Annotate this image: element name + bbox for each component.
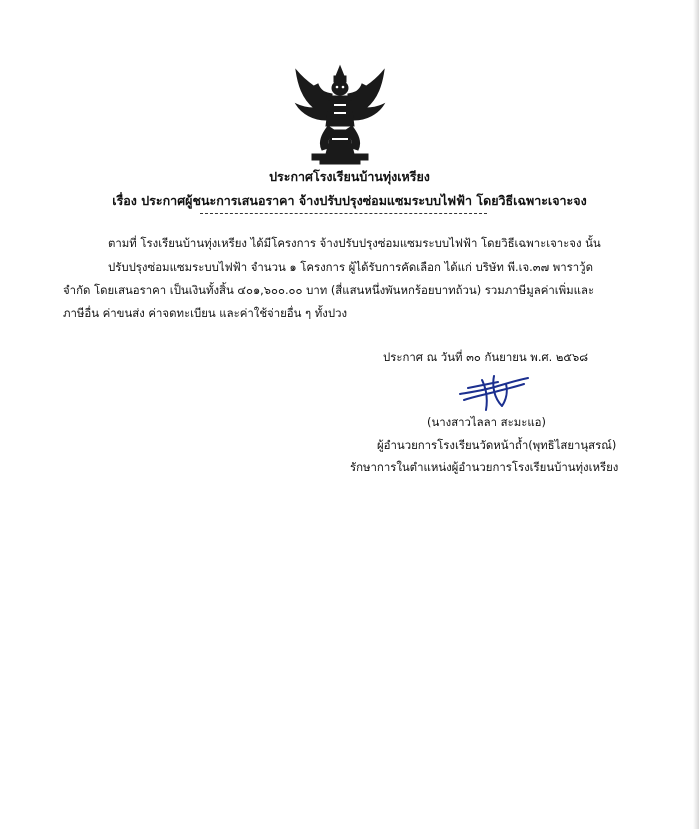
header-divider bbox=[200, 213, 487, 214]
page-edge-shadow bbox=[693, 0, 699, 829]
signer-name: (นางสาวไลลา สะมะแอ) bbox=[427, 415, 546, 429]
body-line-3: จำกัด โดยเสนอราคา เป็นเงินทั้งสิ้น ๔๐๑,๖๐๐.๐๐ บาท (สี่แสนหนึ่งพันหกร้อยบาทถ้วน) รวมภาษีมูลค่าเพิ่มและ bbox=[63, 283, 595, 297]
announcement-date: ประกาศ ณ วันที่ ๓๐ กันยายน พ.ศ. ๒๕๖๘ bbox=[383, 350, 589, 364]
signer-position: ผู้อำนวยการโรงเรียนวัดหน้าถ้ำ(พุทธิไสยานุสรณ์) bbox=[377, 438, 617, 452]
body-line-4: ภาษีอื่น ค่าขนส่ง ค่าจดทะเบียน และค่าใช้จ่ายอื่น ๆ ทั้งปวง bbox=[63, 306, 348, 320]
signature-mark bbox=[458, 372, 530, 412]
garuda-emblem-icon bbox=[292, 64, 388, 166]
announcement-title: ประกาศโรงเรียนบ้านทุ่งเหรียง bbox=[269, 169, 430, 184]
body-line-1: ตามที่ โรงเรียนบ้านทุ่งเหรียง ได้มีโครงการ จ้างปรับปรุงซ่อมแซมระบบไฟฟ้า โดยวิธีเฉพาะเจาะจง นั้น bbox=[108, 236, 601, 250]
announcement-subject: เรื่อง ประกาศผู้ชนะการเสนอราคา จ้างปรับปรุงซ่อมแซมระบบไฟฟ้า โดยวิธีเฉพาะเจาะจง bbox=[112, 193, 587, 208]
acting-position: รักษาการในตำแหน่งผู้อำนวยการโรงเรียนบ้านทุ่งเหรียง bbox=[350, 460, 619, 474]
body-line-2: ปรับปรุงซ่อมแซมระบบไฟฟ้า จำนวน ๑ โครงการ ผู้ได้รับการคัดเลือก ได้แก่ บริษัท พี.เจ.๓๗ พาราวู้ด bbox=[108, 260, 593, 274]
